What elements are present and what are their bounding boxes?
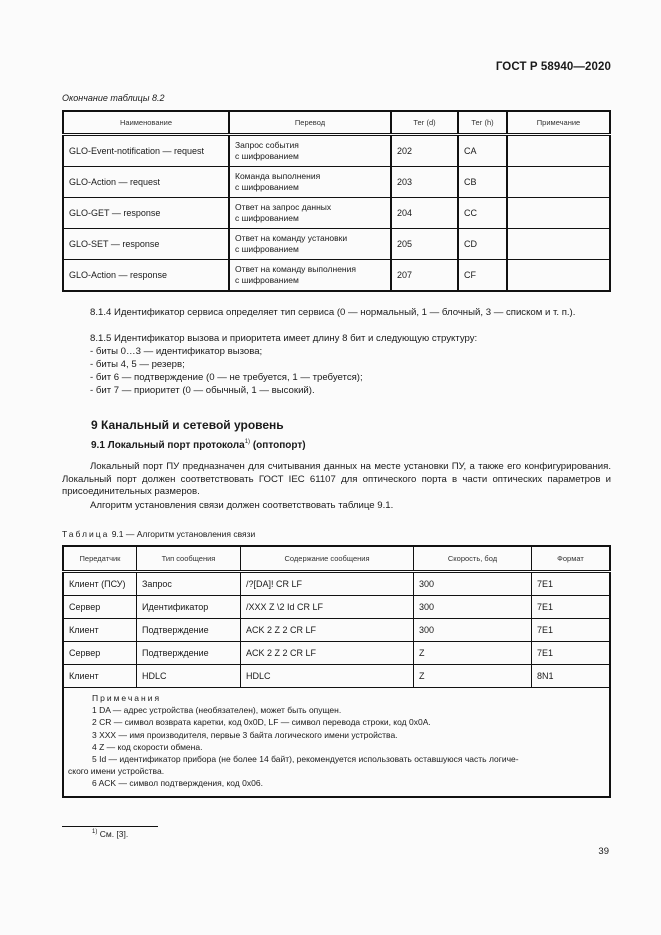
note-item: 6 ACK — символ подтверждения, код 0x06. [92, 778, 263, 789]
table-9-1 [62, 545, 611, 798]
cell-name: GLO-Action — request [63, 167, 229, 198]
table-header-row [63, 111, 610, 135]
table-header-row [63, 546, 610, 572]
translation-line: Ответ на команду выполнения [235, 264, 356, 274]
cell-sender: Сервер [63, 596, 137, 619]
column-header: Наименование [63, 111, 229, 135]
note-item: 4 Z — код скорости обмена. [92, 741, 203, 752]
subsection-title: 9.1 Локальный порт протокола [91, 440, 245, 451]
translation-line: с шифрованием [235, 151, 299, 161]
cell-tag-d: 207 [391, 260, 458, 292]
cell-name: GLO-GET — response [63, 198, 229, 229]
cell-sender: Клиент [63, 619, 137, 642]
cell-name: GLO-SET — response [63, 229, 229, 260]
table-row [63, 167, 610, 198]
table-row [63, 572, 610, 596]
table-row [63, 619, 610, 642]
column-header: Скорость, бод [414, 546, 532, 572]
cell-note [507, 167, 610, 198]
cell-tag-d: 203 [391, 167, 458, 198]
document-standard-id: ГОСТ Р 58940—2020 [495, 61, 611, 73]
table-row [63, 665, 610, 688]
cell-tag-h: CC [458, 198, 507, 229]
list-item: - бит 7 — приоритет (0 — обычный, 1 — высокий). [90, 385, 315, 396]
cell-speed: Z [414, 642, 532, 665]
cell-sender: Клиент [63, 665, 137, 688]
footnote-text: См. [3]. [97, 829, 129, 839]
cell-content: HDLC [241, 665, 414, 688]
cell-name: GLO-Action — response [63, 260, 229, 292]
footnote-ref: 1) [244, 439, 251, 445]
notes-title: Примечания [92, 693, 162, 703]
page-number: 39 [598, 846, 609, 857]
cell-translation [229, 167, 391, 198]
cell-speed: 300 [414, 596, 532, 619]
cell-note [507, 229, 610, 260]
table-row [63, 642, 610, 665]
table-notes-row [63, 688, 610, 797]
translation-line: с шифрованием [235, 213, 299, 223]
column-header: Формат [532, 546, 611, 572]
footnote [92, 829, 128, 839]
translation-line: с шифрованием [235, 275, 299, 285]
translation-line: Ответ на запрос данных [235, 202, 332, 212]
footnote-mark: 1) [92, 829, 98, 835]
list-item: - бит 6 — подтверждение (0 — не требуется, 1 — требуется); [90, 372, 363, 383]
paragraph-8-1-5: 8.1.5 Идентификатор вызова и приоритета имеет длину 8 бит и следующую структуру: [90, 333, 478, 344]
note-item: 3 XXX — имя производителя, первые 3 байта логического имени устройства. [92, 729, 398, 740]
paragraph-algorithm: Алгоритм установления связи должен соответствовать таблице 9.1. [90, 500, 394, 511]
cell-type: Подтверждение [137, 642, 241, 665]
translation-line: с шифрованием [235, 182, 299, 192]
table-9-1-caption [62, 529, 255, 539]
cell-format: 8N1 [532, 665, 611, 688]
column-header: Примечание [507, 111, 610, 135]
table-row [63, 135, 610, 167]
column-header: Тег (h) [458, 111, 507, 135]
cell-note [507, 260, 610, 292]
table-notes [63, 688, 610, 797]
table-8-2-caption: Окончание таблицы 8.2 [62, 93, 165, 103]
paragraph-local-port: Локальный порт ПУ предназначен для считывания данных на месте установки ПУ, а также его конфигурирования. Локальный порт должен соответствовать ГОСТ IEC 61107 для оптического порта в части оптических параметров и присоединительных размеров. [62, 461, 611, 498]
cell-tag-h: CF [458, 260, 507, 292]
column-header: Содержание сообщения [241, 546, 414, 572]
note-item: 1 DA — адрес устройства (необязателен), может быть опущен. [92, 705, 342, 716]
cell-type: Подтверждение [137, 619, 241, 642]
cell-content: ACK 2 Z 2 CR LF [241, 642, 414, 665]
cell-sender: Сервер [63, 642, 137, 665]
column-header: Перевод [229, 111, 391, 135]
cell-name: GLO-Event-notification — request [63, 135, 229, 167]
cell-content: ACK 2 Z 2 CR LF [241, 619, 414, 642]
column-header: Тег (d) [391, 111, 458, 135]
translation-line: с шифрованием [235, 244, 299, 254]
table-title: 9.1 — Алгоритм установления связи [109, 529, 256, 539]
cell-content: /XXX Z \2 Id CR LF [241, 596, 414, 619]
note-item: 5 Id — идентификатор прибора (не более 14 байт), рекомендуется использовать оставшуюся часть логиче- [92, 754, 519, 765]
cell-note [507, 135, 610, 167]
cell-format: 7E1 [532, 572, 611, 596]
cell-translation [229, 260, 391, 292]
translation-line: Ответ на команду установки [235, 233, 348, 243]
column-header: Передатчик [63, 546, 137, 572]
cell-tag-d: 205 [391, 229, 458, 260]
cell-speed: 300 [414, 572, 532, 596]
cell-tag-h: CB [458, 167, 507, 198]
cell-sender: Клиент (ПСУ) [63, 572, 137, 596]
cell-speed: Z [414, 665, 532, 688]
cell-format: 7E1 [532, 596, 611, 619]
column-header: Тип сообщения [137, 546, 241, 572]
cell-type: Запрос [137, 572, 241, 596]
section-heading: 9 Канальный и сетевой уровень [91, 418, 284, 432]
cell-tag-h: CA [458, 135, 507, 167]
cell-type: HDLC [137, 665, 241, 688]
cell-note [507, 198, 610, 229]
table-8-2 [62, 110, 611, 292]
note-item-continuation: ского имени устройства. [68, 766, 165, 777]
cell-tag-d: 204 [391, 198, 458, 229]
table-row [63, 596, 610, 619]
cell-content: /?[DA]! CR LF [241, 572, 414, 596]
footnote-divider [62, 826, 158, 827]
cell-speed: 300 [414, 619, 532, 642]
table-row [63, 229, 610, 260]
subsection-heading [91, 439, 306, 451]
translation-line: Команда выполнения [235, 171, 321, 181]
subsection-title-tail: (оптопорт) [250, 440, 306, 451]
cell-tag-h: CD [458, 229, 507, 260]
translation-line: Запрос события [235, 140, 299, 150]
paragraph-8-1-4: 8.1.4 Идентификатор сервиса определяет тип сервиса (0 — нормальный, 1 — блочный, 3 — списком и т. п.). [90, 307, 576, 318]
cell-format: 7E1 [532, 642, 611, 665]
note-item: 2 CR — символ возврата каретки, код 0x0D, LF — символ перевода строки, код 0x0A. [92, 717, 431, 728]
cell-format: 7E1 [532, 619, 611, 642]
list-item: - биты 0…3 — идентификатор вызова; [90, 346, 263, 357]
table-label: Таблица [62, 529, 110, 539]
cell-type: Идентификатор [137, 596, 241, 619]
table-row [63, 260, 610, 292]
cell-translation [229, 198, 391, 229]
cell-tag-d: 202 [391, 135, 458, 167]
cell-translation [229, 229, 391, 260]
table-row [63, 198, 610, 229]
list-item: - биты 4, 5 — резерв; [90, 359, 185, 370]
cell-translation [229, 135, 391, 167]
